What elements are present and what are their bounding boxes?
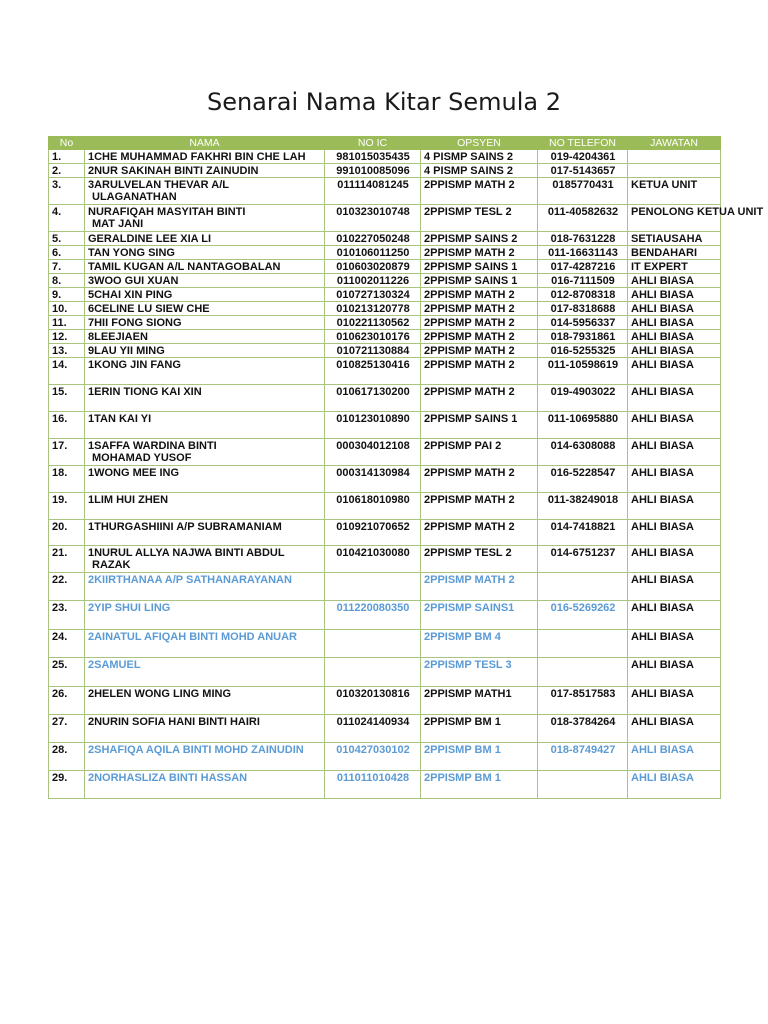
cell-opsyen: 2PPISMP MATH 2 <box>421 246 538 260</box>
cell-no: 12. <box>49 330 85 344</box>
cell-opsyen: 2PPISMP TESL 2 <box>421 546 538 573</box>
cell-nama <box>85 743 325 771</box>
cell-no-ic: 011024140934 <box>325 715 421 743</box>
table-row <box>49 344 721 358</box>
cell-no-ic: 981015035435 <box>325 150 421 164</box>
cell-no: 13. <box>49 344 85 358</box>
cell-no-ic: 010727130324 <box>325 288 421 302</box>
cell-jawatan: AHLI BIASA <box>628 316 721 330</box>
name-line: 1KONG JIN FANG <box>88 359 181 371</box>
cell-opsyen: 2PPISMP PAI 2 <box>421 439 538 466</box>
cell-no-telefon: 017-8318688 <box>538 302 628 316</box>
table-row <box>49 493 721 520</box>
table-row <box>49 771 721 799</box>
cell-nama <box>85 412 325 439</box>
name-line: 1CHE MUHAMMAD FAKHRI BIN CHE LAH <box>88 151 306 163</box>
name-line: NURAFIQAH MASYITAH BINTI <box>88 206 246 218</box>
cell-no: 6. <box>49 246 85 260</box>
cell-opsyen: 2PPISMP TESL 2 <box>421 205 538 232</box>
cell-no-telefon: 014-5956337 <box>538 316 628 330</box>
table-row <box>49 150 721 164</box>
cell-nama <box>85 630 325 658</box>
cell-nama <box>85 439 325 466</box>
cell-no-ic: 991010085096 <box>325 164 421 178</box>
cell-no-telefon: 011-38249018 <box>538 493 628 520</box>
cell-jawatan: AHLI BIASA <box>628 288 721 302</box>
cell-opsyen: 2PPISMP SAINS1 <box>421 601 538 630</box>
cell-no-ic: 010721130884 <box>325 344 421 358</box>
cell-nama <box>85 330 325 344</box>
cell-nama <box>85 358 325 385</box>
name-line: TAMIL KUGAN A/L NANTAGOBALAN <box>88 261 281 273</box>
cell-jawatan: SETIAUSAHA <box>628 232 721 246</box>
cell-no-telefon: 012-8708318 <box>538 288 628 302</box>
name-line: TAN YONG SING <box>88 247 175 259</box>
table-body <box>49 150 764 799</box>
cell-no: 20. <box>49 520 85 546</box>
cell-no: 28. <box>49 743 85 771</box>
table-row <box>49 439 721 466</box>
cell-no-ic: 010213120778 <box>325 302 421 316</box>
cell-jawatan: AHLI BIASA <box>628 274 721 288</box>
cell-no: 27. <box>49 715 85 743</box>
name-line: 2AINATUL AFIQAH BINTI MOHD ANUAR <box>88 631 297 643</box>
cell-no-ic <box>325 658 421 687</box>
cell-no: 21. <box>49 546 85 573</box>
cell-no-telefon: 018-7631228 <box>538 232 628 246</box>
cell-nama <box>85 385 325 412</box>
cell-no: 3. <box>49 178 85 205</box>
cell-nama <box>85 302 325 316</box>
cell-opsyen: 2PPISMP SAINS 1 <box>421 412 538 439</box>
cell-nama <box>85 260 325 274</box>
table-row <box>49 466 721 493</box>
cell-no-telefon: 019-4204361 <box>538 150 628 164</box>
cell-opsyen: 2PPISMP MATH 2 <box>421 520 538 546</box>
cell-no-ic: 011114081245 <box>325 178 421 205</box>
header-no-ic: NO IC <box>325 137 421 150</box>
cell-jawatan: AHLI BIASA <box>628 493 721 520</box>
cell-no-ic: 000304012108 <box>325 439 421 466</box>
cell-opsyen: 2PPISMP MATH 2 <box>421 493 538 520</box>
table-row <box>49 743 721 771</box>
cell-jawatan: AHLI BIASA <box>628 344 721 358</box>
cell-no: 10. <box>49 302 85 316</box>
name-line: 1SAFFA WARDINA BINTI <box>88 440 217 452</box>
cell-nama <box>85 493 325 520</box>
table-row <box>49 630 721 658</box>
cell-no-ic: 011011010428 <box>325 771 421 799</box>
cell-jawatan: AHLI BIASA <box>628 546 721 573</box>
cell-no-ic: 010618010980 <box>325 493 421 520</box>
cell-no-ic: 011220080350 <box>325 601 421 630</box>
table-row <box>49 288 721 302</box>
name-line: 1TAN KAI YI <box>88 413 152 425</box>
name-line: 2NURIN SOFIA HANI BINTI HAIRI <box>88 716 260 728</box>
cell-no: 26. <box>49 687 85 715</box>
cell-opsyen: 2PPISMP MATH 2 <box>421 358 538 385</box>
header-jawatan: JAWATAN <box>628 137 721 150</box>
table-row <box>49 546 721 573</box>
cell-no-ic <box>325 573 421 601</box>
cell-no: 25. <box>49 658 85 687</box>
cell-no-telefon: 018-3784264 <box>538 715 628 743</box>
cell-no: 9. <box>49 288 85 302</box>
cell-opsyen: 2PPISMP MATH 2 <box>421 385 538 412</box>
name-line: 1NURUL ALLYA NAJWA BINTI ABDUL <box>88 547 285 559</box>
cell-jawatan: AHLI BIASA <box>628 601 721 630</box>
cell-nama <box>85 246 325 260</box>
cell-opsyen: 2PPISMP SAINS 2 <box>421 232 538 246</box>
table-row <box>49 358 721 385</box>
cell-nama <box>85 274 325 288</box>
cell-no-telefon <box>538 771 628 799</box>
cell-no-ic: 010421030080 <box>325 546 421 573</box>
table-row <box>49 658 721 687</box>
table-row <box>49 573 721 601</box>
cell-nama <box>85 316 325 330</box>
cell-no-ic: 010221130562 <box>325 316 421 330</box>
name-line: 5CHAI XIN PING <box>88 289 173 301</box>
cell-no: 7. <box>49 260 85 274</box>
cell-no-telefon: 016-7111509 <box>538 274 628 288</box>
cell-no-telefon: 018-7931861 <box>538 330 628 344</box>
cell-jawatan: AHLI BIASA <box>628 658 721 687</box>
cell-nama <box>85 178 325 205</box>
cell-opsyen: 2PPISMP MATH 2 <box>421 178 538 205</box>
name-line: 1ERIN TIONG KAI XIN <box>88 386 202 398</box>
cell-no: 22. <box>49 573 85 601</box>
cell-no: 14. <box>49 358 85 385</box>
table-row <box>49 246 721 260</box>
cell-opsyen: 2PPISMP SAINS 1 <box>421 260 538 274</box>
cell-no-telefon <box>538 573 628 601</box>
cell-opsyen: 4 PISMP SAINS 2 <box>421 150 538 164</box>
cell-no-ic: 010617130200 <box>325 385 421 412</box>
cell-no-telefon <box>538 658 628 687</box>
name-line: 2SHAFIQA AQILA BINTI MOHD ZAINUDIN <box>88 744 304 756</box>
cell-no: 24. <box>49 630 85 658</box>
cell-no-telefon: 014-6751237 <box>538 546 628 573</box>
cell-nama <box>85 232 325 246</box>
cell-jawatan: AHLI BIASA <box>628 630 721 658</box>
cell-no: 29. <box>49 771 85 799</box>
cell-jawatan: AHLI BIASA <box>628 715 721 743</box>
cell-jawatan: AHLI BIASA <box>628 412 721 439</box>
cell-opsyen: 2PPISMP MATH 2 <box>421 316 538 330</box>
name-line-continuation: MOHAMAD YUSOF <box>92 452 192 464</box>
table-header-row <box>49 137 721 150</box>
cell-nama <box>85 601 325 630</box>
table-row <box>49 178 721 205</box>
cell-opsyen: 2PPISMP MATH1 <box>421 687 538 715</box>
cell-no-telefon: 017-8517583 <box>538 687 628 715</box>
cell-opsyen: 2PPISMP MATH 2 <box>421 302 538 316</box>
name-line: 2YIP SHUI LING <box>88 602 171 614</box>
cell-no-ic: 011002011226 <box>325 274 421 288</box>
cell-jawatan: AHLI BIASA <box>628 520 721 546</box>
cell-no: 16. <box>49 412 85 439</box>
cell-no-telefon: 011-10598619 <box>538 358 628 385</box>
cell-no-ic: 010921070652 <box>325 520 421 546</box>
header-no-telefon: NO TELEFON <box>538 137 628 150</box>
cell-opsyen: 2PPISMP MATH 2 <box>421 573 538 601</box>
cell-opsyen: 2PPISMP MATH 2 <box>421 330 538 344</box>
cell-jawatan: AHLI BIASA <box>628 687 721 715</box>
name-line: 2NUR SAKINAH BINTI ZAINUDIN <box>88 165 259 177</box>
cell-no-ic: 010825130416 <box>325 358 421 385</box>
cell-opsyen: 2PPISMP TESL 3 <box>421 658 538 687</box>
name-line: 3ARULVELAN THEVAR A/L <box>88 179 229 191</box>
member-table <box>48 136 764 799</box>
cell-jawatan <box>628 150 721 164</box>
cell-no-ic: 010123010890 <box>325 412 421 439</box>
cell-no-ic: 010323010748 <box>325 205 421 232</box>
table-row <box>49 232 721 246</box>
name-line-continuation: RAZAK <box>92 559 131 571</box>
cell-nama <box>85 687 325 715</box>
cell-nama <box>85 520 325 546</box>
cell-jawatan: AHLI BIASA <box>628 302 721 316</box>
cell-no: 4. <box>49 205 85 232</box>
cell-no-ic: 010106011250 <box>325 246 421 260</box>
cell-nama <box>85 573 325 601</box>
cell-no: 1. <box>49 150 85 164</box>
name-line: 8LEEJIAEN <box>88 331 148 343</box>
table-row <box>49 205 721 232</box>
cell-no: 5. <box>49 232 85 246</box>
cell-no-ic: 010320130816 <box>325 687 421 715</box>
cell-jawatan: AHLI BIASA <box>628 771 721 799</box>
table-row <box>49 260 721 274</box>
cell-no-ic: 010623010176 <box>325 330 421 344</box>
table-row <box>49 520 721 546</box>
cell-jawatan: PENOLONG KETUA UNIT <box>628 205 721 232</box>
cell-no-ic: 000314130984 <box>325 466 421 493</box>
cell-no-telefon: 011-16631143 <box>538 246 628 260</box>
cell-nama <box>85 164 325 178</box>
name-line: 1LIM HUI ZHEN <box>88 494 169 506</box>
table-row <box>49 412 721 439</box>
cell-no-telefon: 011-40582632 <box>538 205 628 232</box>
name-line: 2SAMUEL <box>88 659 141 671</box>
table-row <box>49 274 721 288</box>
cell-no-ic: 010427030102 <box>325 743 421 771</box>
cell-opsyen: 2PPISMP BM 1 <box>421 743 538 771</box>
cell-opsyen: 2PPISMP MATH 2 <box>421 344 538 358</box>
table-row <box>49 687 721 715</box>
cell-no-telefon: 016-5228547 <box>538 466 628 493</box>
cell-jawatan: IT EXPERT <box>628 260 721 274</box>
table-row <box>49 385 721 412</box>
cell-opsyen: 2PPISMP MATH 2 <box>421 466 538 493</box>
cell-no-telefon: 019-4903022 <box>538 385 628 412</box>
cell-nama <box>85 715 325 743</box>
header-nama: NAMA <box>85 137 325 150</box>
cell-jawatan: AHLI BIASA <box>628 439 721 466</box>
cell-no: 19. <box>49 493 85 520</box>
name-line: 3WOO GUI XUAN <box>88 275 179 287</box>
table-row <box>49 302 721 316</box>
cell-no: 2. <box>49 164 85 178</box>
cell-no-ic: 010227050248 <box>325 232 421 246</box>
cell-no-telefon: 011-10695880 <box>538 412 628 439</box>
cell-no-ic <box>325 630 421 658</box>
cell-nama <box>85 205 325 232</box>
cell-jawatan <box>628 164 721 178</box>
cell-no-telefon: 017-5143657 <box>538 164 628 178</box>
name-line: 1THURGASHIINI A/P SUBRAMANIAM <box>88 521 282 533</box>
header-no: No <box>49 137 85 150</box>
table-row <box>49 164 721 178</box>
cell-no: 8. <box>49 274 85 288</box>
cell-no-ic: 010603020879 <box>325 260 421 274</box>
cell-jawatan: KETUA UNIT <box>628 178 721 205</box>
cell-nama <box>85 658 325 687</box>
cell-opsyen: 2PPISMP BM 4 <box>421 630 538 658</box>
cell-jawatan: AHLI BIASA <box>628 330 721 344</box>
cell-no: 23. <box>49 601 85 630</box>
cell-jawatan: AHLI BIASA <box>628 385 721 412</box>
cell-opsyen: 2PPISMP MATH 2 <box>421 288 538 302</box>
cell-nama <box>85 466 325 493</box>
page-title: Senarai Nama Kitar Semula 2 <box>206 88 562 116</box>
name-line: 2NORHASLIZA BINTI HASSAN <box>88 772 248 784</box>
cell-no: 18. <box>49 466 85 493</box>
name-line-continuation: ULAGANATHAN <box>92 191 177 203</box>
cell-opsyen: 4 PISMP SAINS 2 <box>421 164 538 178</box>
cell-nama <box>85 150 325 164</box>
cell-no-telefon: 016-5255325 <box>538 344 628 358</box>
cell-opsyen: 2PPISMP BM 1 <box>421 715 538 743</box>
name-line: 1WONG MEE ING <box>88 467 180 479</box>
cell-no: 11. <box>49 316 85 330</box>
cell-no-telefon: 016-5269262 <box>538 601 628 630</box>
header-opsyen: OPSYEN <box>421 137 538 150</box>
table-row <box>49 715 721 743</box>
table-row <box>49 316 721 330</box>
name-line: 9LAU YII MING <box>88 345 165 357</box>
name-line: 7HII FONG SIONG <box>88 317 182 329</box>
cell-nama <box>85 288 325 302</box>
table-row <box>49 330 721 344</box>
cell-no-telefon: 014-6308088 <box>538 439 628 466</box>
name-line-continuation: MAT JANI <box>92 218 144 230</box>
name-line: GERALDINE LEE XIA LI <box>88 233 212 245</box>
name-line: 2KIIRTHANAA A/P SATHANARAYANAN <box>88 574 292 586</box>
cell-no-telefon: 018-8749427 <box>538 743 628 771</box>
cell-no-telefon <box>538 630 628 658</box>
table-row <box>49 601 721 630</box>
cell-no-telefon: 0185770431 <box>538 178 628 205</box>
cell-opsyen: 2PPISMP SAINS 1 <box>421 274 538 288</box>
cell-no-telefon: 017-4287216 <box>538 260 628 274</box>
cell-opsyen: 2PPISMP BM 1 <box>421 771 538 799</box>
cell-no-telefon: 014-7418821 <box>538 520 628 546</box>
cell-no: 17. <box>49 439 85 466</box>
cell-jawatan: AHLI BIASA <box>628 573 721 601</box>
cell-nama <box>85 771 325 799</box>
cell-no: 15. <box>49 385 85 412</box>
cell-nama <box>85 546 325 573</box>
cell-jawatan: AHLI BIASA <box>628 358 721 385</box>
cell-jawatan: AHLI BIASA <box>628 466 721 493</box>
cell-nama <box>85 344 325 358</box>
name-line: 2HELEN WONG LING MING <box>88 688 231 700</box>
cell-jawatan: BENDAHARI <box>628 246 721 260</box>
cell-jawatan: AHLI BIASA <box>628 743 721 771</box>
name-line: 6CELINE LU SIEW CHE <box>88 303 210 315</box>
